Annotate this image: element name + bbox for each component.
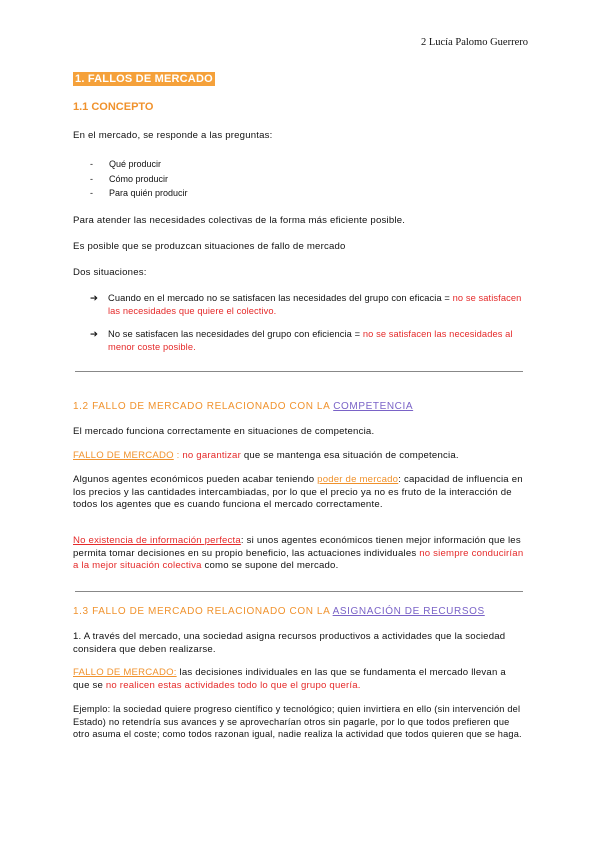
situation-item: ➔ No se satisfacen las necesidades del grupo con eficiencia = no se satisfacen las necesidades al menor coste posible. xyxy=(90,329,513,352)
competencia-link[interactable]: COMPETENCIA xyxy=(333,401,414,412)
paragraph: No existencia de información perfecta: si unos agentes económicos tienen mejor información que les permita tomar decisiones en su propio beneficio, las actuaciones individuales no siempre conducirían a la mejor situación colectiva como se supone del mercado. xyxy=(73,535,524,571)
example-paragraph: Ejemplo: la sociedad quiere progreso científico y tecnológico; quien invirtiera en ello (sin intervención del Estado) no retendría sus avances y se aprovecharían otros sin pagarle, por lo que todos prefieren que otro asuma el coste; como todos razonan igual, nadie realiza la actividad que todos quieren que se haga. xyxy=(73,704,522,739)
paragraph: Para atender las necesidades colectivas de la forma más eficiente posible. xyxy=(73,215,406,226)
arrow-icon: ➔ xyxy=(90,329,98,339)
asignacion-link[interactable]: ASIGNACIÓN DE RECURSOS xyxy=(332,606,485,617)
fallo-label: FALLO DE MERCADO xyxy=(73,450,174,461)
arrow-icon: ➔ xyxy=(90,293,98,303)
paragraph: Dos situaciones: xyxy=(73,267,147,278)
paragraph: 1. A través del mercado, una sociedad asigna recursos productivos a actividades que la sociedad considera que deben realizarse. xyxy=(73,631,506,655)
section-3-heading: 1.3 FALLO DE MERCADO RELACIONADO CON LA ASIGNACIÓN DE RECURSOS xyxy=(73,606,485,617)
list-item: - Cómo producir xyxy=(90,173,169,184)
situation-item: ➔ Cuando en el mercado no se satisfacen las necesidades del grupo con eficacia = no se satisfacen las necesidades que quiere el colectivo. xyxy=(90,293,522,316)
fallo-paragraph: FALLO DE MERCADO: las decisiones individuales en las que se fundamenta el mercado llevan a que se no realicen estas actividades todo lo que el grupo quería. xyxy=(73,667,506,691)
paragraph: El mercado funciona correctamente en situaciones de competencia. xyxy=(73,426,375,437)
divider xyxy=(75,591,523,592)
list-item: - Qué producir xyxy=(90,159,162,169)
questions-list xyxy=(90,157,188,201)
author-header: 2 Lucía Palomo Guerrero xyxy=(420,37,528,48)
poder-mercado-link: poder de mercado xyxy=(317,474,399,485)
section-2-heading: 1.2 FALLO DE MERCADO RELACIONADO CON LA COMPETENCIA xyxy=(73,401,414,412)
fallo-paragraph: FALLO DE MERCADO : no garantizar que se mantenga esa situación de competencia. xyxy=(73,450,459,461)
paragraph: Es posible que se produzcan situaciones de fallo de mercado xyxy=(73,241,346,252)
fallo-label: FALLO DE MERCADO: xyxy=(73,667,177,678)
concept-subheading: 1.1 CONCEPTO xyxy=(73,101,154,113)
paragraph: Algunos agentes económicos pueden acabar teniendo poder de mercado: capacidad de influencia en los precios y las cantidades intercambiadas, por lo que el precio ya no es fruto de la interacción de todos los agentes que es cuando funciona el mercado correctamente. xyxy=(73,474,523,510)
divider xyxy=(75,371,523,372)
list-item: - Para quién producir xyxy=(90,188,188,198)
section-1-heading: 1. FALLOS DE MERCADO xyxy=(75,73,213,85)
intro-text: En el mercado, se responde a las preguntas: xyxy=(73,130,273,141)
